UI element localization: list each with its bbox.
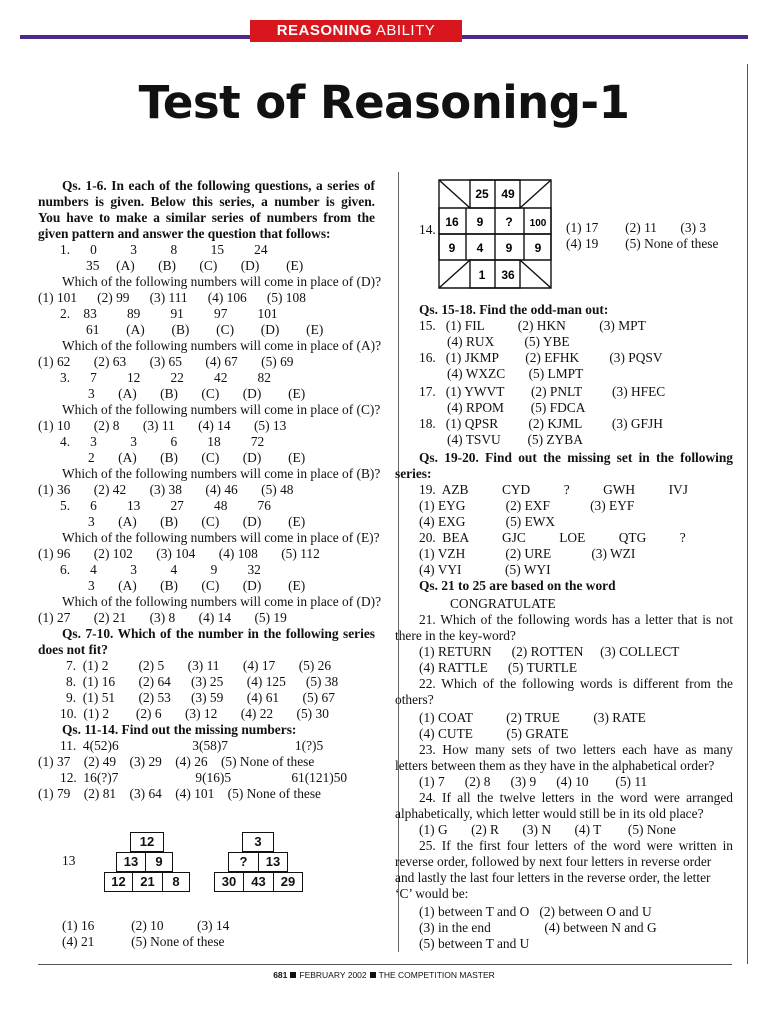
- text-line: 21. Which of the following words has a letter that is not: [419, 612, 733, 627]
- text-line: (1) VZH (2) URE (3) WZI: [419, 546, 636, 561]
- text-line: Which of the following numbers will come in place of (B)?: [62, 466, 381, 481]
- pyramid-cell: 13: [116, 852, 146, 872]
- text-line: 3 (A) (B) (C) (D) (E): [88, 578, 306, 593]
- text-line: 6. 4 3 4 9 32: [60, 562, 261, 577]
- text-line: alphabetically, which letter would still be in its old place?: [395, 806, 704, 821]
- pyramid-cell: 3: [242, 832, 274, 852]
- text-line: 16. (1) JKMP (2) EFHK (3) PQSV: [419, 350, 663, 365]
- sq-right: 100: [529, 218, 547, 229]
- text-line: Qs. 21 to 25 are based on the word: [419, 578, 616, 593]
- sq-top-right: 49: [501, 187, 515, 201]
- sq-row-4: 9: [534, 241, 542, 255]
- text-line: 3. 7 12 22 42 82: [60, 370, 271, 385]
- square-bullet-icon: [290, 972, 296, 978]
- sq-bottom-left: 1: [478, 268, 486, 282]
- text-line: 20. BEA GJC LOE QTG ?: [419, 530, 686, 545]
- text-line: (1) EYG (2) EXF (3) EYF: [419, 498, 635, 513]
- text-line: 3 (A) (B) (C) (D) (E): [88, 386, 306, 401]
- text-line: (1) between T and O (2) between O and U: [419, 904, 652, 919]
- text-line: Which of the following numbers will come in place of (E)?: [62, 530, 380, 545]
- text-line: 2. 83 89 91 97 101: [60, 306, 278, 321]
- pyramid-cell: 12: [104, 872, 133, 892]
- text-line: 24. If all the twelve letters in the word were arranged: [419, 790, 733, 805]
- text-line: given pattern and answer the question that follows:: [38, 226, 331, 241]
- text-line: 8. (1) 16 (2) 64 (3) 25 (4) 125 (5) 38: [66, 674, 339, 689]
- text-line: (4) RATTLE (5) TURTLE: [419, 660, 578, 675]
- text-line: ‘C’ would be:: [395, 886, 469, 901]
- text-line: (1) 101 (2) 99 (3) 111 (4) 106 (5) 108: [38, 290, 306, 305]
- text-line: 18. (1) QPSR (2) KJML (3) GFJH: [419, 416, 663, 431]
- section-label: [250, 20, 462, 42]
- text-line: 61 (A) (B) (C) (D) (E): [86, 322, 324, 337]
- text-line: 5. 6 13 27 48 76: [60, 498, 271, 513]
- footer-month: FEBRUARY 2002: [299, 970, 367, 980]
- footer-publication: THE COMPETITION MASTER: [378, 970, 495, 980]
- pyramid-cell: 21: [132, 872, 163, 892]
- text-line: CONGRATULATE: [450, 596, 556, 611]
- pyramid-cell: 9: [145, 852, 173, 872]
- pyramid-cell: 30: [214, 872, 244, 892]
- text-line: 1. 0 3 8 15 24: [60, 242, 268, 257]
- text-line: Qs. 1-6. In each of the following questions, a series of: [62, 178, 375, 193]
- pyramid-cell: 43: [243, 872, 274, 892]
- text-line: Which of the following numbers will come in place of (A)?: [62, 338, 382, 353]
- text-line: reverse order, followed by next four letters in reverse order: [395, 854, 712, 869]
- sq-row-1: 9: [448, 241, 456, 255]
- text-line: numbers is given. Below this series, a number is given.: [38, 194, 375, 209]
- text-line: there in the key-word?: [395, 628, 516, 643]
- pyramid-cell: 8: [162, 872, 190, 892]
- text-line: 17. (1) YWVT (2) PNLT (3) HFEC: [419, 384, 666, 399]
- text-line: (4) VYI (5) WYI: [419, 562, 551, 577]
- text-line: Which of the following numbers will come in place of (C)?: [62, 402, 381, 417]
- text-line: (1) 27 (2) 21 (3) 8 (4) 14 (5) 19: [38, 610, 287, 625]
- text-line: series:: [395, 466, 432, 481]
- text-line: Qs. 7-10. Which of the number in the following series: [62, 626, 375, 641]
- text-line: others?: [395, 692, 434, 707]
- page-title: Test of Reasoning-1: [138, 76, 630, 129]
- text-line: Qs. 11-14. Find out the missing numbers:: [62, 722, 297, 737]
- text-line: (4) 19 (5) None of these: [566, 236, 719, 251]
- text-line: 7. (1) 2 (2) 5 (3) 11 (4) 17 (5) 26: [66, 658, 332, 673]
- text-line: (4) RPOM (5) FDCA: [447, 400, 586, 415]
- pyramid-cell: ?: [228, 852, 259, 872]
- sq-inner-1: 9: [476, 215, 484, 229]
- sq-inner-2: ?: [505, 215, 513, 229]
- footer: [0, 970, 768, 980]
- text-line: 14.: [419, 222, 436, 237]
- text-line: (4) 21 (5) None of these: [62, 934, 225, 949]
- text-line: (1) COAT (2) TRUE (3) RATE: [419, 710, 646, 725]
- text-line: 15. (1) FIL (2) HKN (3) MPT: [419, 318, 646, 333]
- sq-row-3: 9: [505, 241, 513, 255]
- text-line: (1) 62 (2) 63 (3) 65 (4) 67 (5) 69: [38, 354, 294, 369]
- text-line: (4) EXG (5) EWX: [419, 514, 556, 529]
- text-line: does not fit?: [38, 642, 108, 657]
- section-label-bold: REASONING: [276, 22, 373, 39]
- square-figure: [438, 179, 552, 289]
- text-line: 35 (A) (B) (C) (D) (E): [86, 258, 304, 273]
- page-number: 681: [273, 970, 288, 980]
- text-line: 22. Which of the following words is different from the: [419, 676, 733, 691]
- text-line: (3) in the end (4) between N and G: [419, 920, 657, 935]
- text-line: (1) RETURN (2) ROTTEN (3) COLLECT: [419, 644, 680, 659]
- text-line: 13: [62, 853, 76, 868]
- sq-top-left: 25: [475, 187, 489, 201]
- text-line: (1) 37 (2) 49 (3) 29 (4) 26 (5) None of these: [38, 754, 315, 769]
- text-line: 2 (A) (B) (C) (D) (E): [88, 450, 306, 465]
- text-line: (4) RUX (5) YBE: [447, 334, 570, 349]
- text-line: 3 (A) (B) (C) (D) (E): [88, 514, 306, 529]
- pyramid-cell: 12: [130, 832, 164, 852]
- text-line: 10. (1) 2 (2) 6 (3) 12 (4) 22 (5) 30: [60, 706, 329, 721]
- text-line: (1) 16 (2) 10 (3) 14: [62, 918, 230, 933]
- text-line: 23. How many sets of two letters each have as many: [419, 742, 733, 757]
- text-line: (1) 17 (2) 11 (3) 3: [566, 220, 707, 235]
- sq-row-2: 4: [476, 241, 484, 255]
- section-label-rest: ABILITY: [375, 22, 436, 39]
- text-line: and lastly the last four letters in the reverse order, the letter: [395, 870, 711, 885]
- text-line: Qs. 19-20. Find out the missing set in the following: [419, 450, 733, 465]
- right-margin-rule: [747, 64, 748, 964]
- text-line: 11. 4(52)6 3(58)7 1(?)5: [60, 738, 324, 753]
- text-line: (4) CUTE (5) GRATE: [419, 726, 569, 741]
- text-line: Which of the following numbers will come in place of (D)?: [62, 594, 382, 609]
- text-line: (5) between T and U: [419, 936, 530, 951]
- text-line: (1) 96 (2) 102 (3) 104 (4) 108 (5) 112: [38, 546, 320, 561]
- text-line: 25. If the first four letters of the word were written in: [419, 838, 733, 853]
- text-line: Which of the following numbers will come in place of (D)?: [62, 274, 382, 289]
- text-line: 4. 3 3 6 18 72: [60, 434, 265, 449]
- pyramid-cell: 13: [258, 852, 288, 872]
- text-line: (1) 79 (2) 81 (3) 64 (4) 101 (5) None of these: [38, 786, 321, 801]
- text-line: (1) 7 (2) 8 (3) 9 (4) 10 (5) 11: [419, 774, 648, 789]
- footer-rule: [38, 964, 732, 965]
- sq-left: 16: [445, 215, 459, 229]
- text-line: letters between them as they have in the alphabetical order?: [395, 758, 715, 773]
- text-line: Qs. 15-18. Find the odd-man out:: [419, 302, 609, 317]
- sq-bottom-right: 36: [501, 268, 515, 282]
- text-line: (1) G (2) R (3) N (4) T (5) None: [419, 822, 676, 837]
- column-separator: [398, 172, 399, 952]
- text-line: You have to make a similar series of numbers from the: [38, 210, 375, 225]
- text-line: 12. 16(?)7 9(16)5 61(121)50: [60, 770, 348, 785]
- text-line: (4) WXZC (5) LMPT: [447, 366, 584, 381]
- text-line: (1) 10 (2) 8 (3) 11 (4) 14 (5) 13: [38, 418, 287, 433]
- square-bullet-icon: [370, 972, 376, 978]
- text-line: (1) 36 (2) 42 (3) 38 (4) 46 (5) 48: [38, 482, 294, 497]
- text-line: 19. AZB CYD ? GWH IVJ: [419, 482, 688, 497]
- pyramid-cell: 29: [273, 872, 303, 892]
- text-line: 9. (1) 51 (2) 53 (3) 59 (4) 61 (5) 67: [66, 690, 335, 705]
- text-line: (4) TSVU (5) ZYBA: [447, 432, 583, 447]
